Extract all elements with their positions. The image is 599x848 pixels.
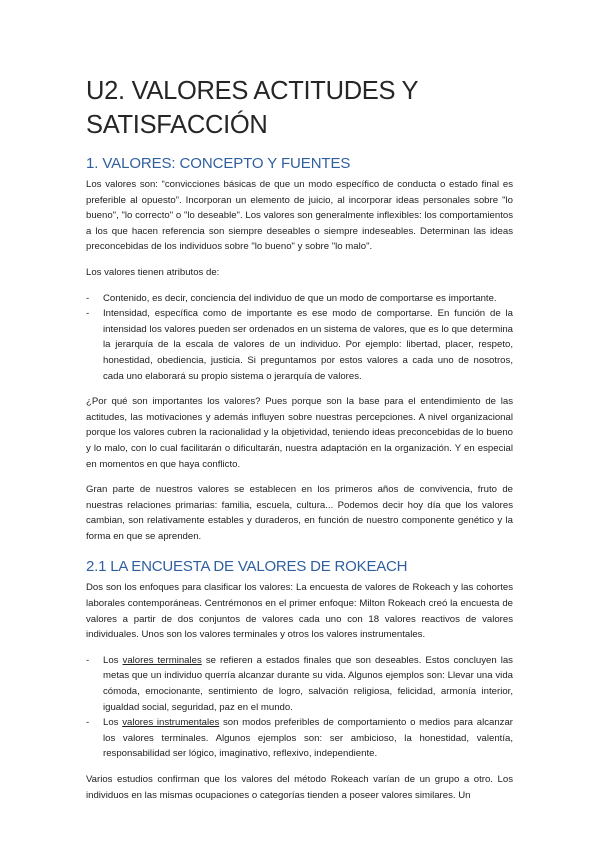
document-title: [86, 74, 513, 142]
term-valores-instrumentales: valores instrumentales: [122, 717, 220, 729]
tipos-valores-list: [86, 653, 513, 762]
list-item-prefix: Los: [103, 717, 123, 729]
dash-bullet: -: [86, 717, 90, 729]
list-item-text: Contenido, es decir, conciencia del individuo de que un modo de comportarse es importante.: [103, 292, 497, 304]
paragraph-origen: Gran parte de nuestros valores se establecen en los primeros años de convivencia, fruto de nuestras relaciones primarias: familia, escuela, cultura... Podemos decir hoy día que los valores cambian, son relativamente estables y duraderos, en función de nuestro componente genético y la forma en que se aprenden.: [86, 484, 513, 542]
list-item-text: Intensidad, específica como de importante es ese modo de comportarse. En función de la intensidad los valores pueden ser ordenados en un sistema de valores, que es lo que determina la jerarquía de la escala de valores de un individuo. Por ejemplo: libertad, placer, respeto, honestidad, obediencia, justicia. Si preguntamos por estos valores a cada uno de nosotros, cada uno elaborará su propio sistema o jerarquía de valores.: [103, 308, 513, 382]
title-line-1: U2. VALORES ACTITUDES Y: [86, 77, 419, 105]
list-item-prefix: Los: [103, 654, 123, 666]
section-heading-valores: 1. VALORES: CONCEPTO Y FUENTES: [86, 155, 351, 172]
dash-bullet: -: [86, 308, 90, 320]
list-item: [86, 306, 513, 384]
list-item: [86, 653, 513, 715]
dash-bullet: -: [86, 292, 90, 304]
list-item: [86, 715, 513, 762]
atributos-list: [86, 291, 513, 385]
paragraph-estudios: Varios estudios confirman que los valores del método Rokeach varían de un grupo a otro. Los individuos en las mismas ocupaciones o categorías tienden a poseer valores similares. Un: [86, 774, 513, 801]
title-line-2: SATISFACCIÓN: [86, 111, 268, 139]
paragraph-atributos-intro: Los valores tienen atributos de:: [86, 266, 220, 278]
paragraph-definicion: Los valores son: “convicciones básicas de que un modo específico de conducta o estado final es preferible al opuesto”. Incorporan un elemento de juicio, al incorporar ideas personales sobre "lo bueno", "lo correcto" o "lo deseable". Los valores son generalmente inflexibles: los comportamientos a los que hacen referencia son siempre deseables o siempre indeseables. Determinan las ideas preconcebidas de los individuos sobre "lo bueno" y sobre "lo malo".: [86, 179, 513, 253]
term-valores-terminales: valores terminales: [122, 654, 202, 666]
paragraph-enfoques: Dos son los enfoques para clasificar los valores: La encuesta de valores de Rokeach y las cohortes laborales contemporáneas. Centrémonos en el primer enfoque: Milton Rokeach creó la encuesta de valores a partir de dos conjuntos de valores cada uno con 18 valores reactivos de valores individuales. Unos son los valores terminales y otros los valores instrumentales.: [86, 582, 513, 641]
paragraph-importancia: ¿Por qué son importantes los valores? Pues porque son la base para el entendimiento de las actitudes, las motivaciones y además influyen sobre nuestras percepciones. A nivel organizacional porque los valores cubren la racionalidad y la objetividad, teniendo ideas preconcebidas de lo bueno y lo malo, con lo cual facilitarán o dificultarán, nuestra adaptación en la organización. Y en especial en momentos en que haya conflicto.: [86, 396, 513, 470]
list-item-text: son modos preferibles de comportamiento o medios para alcanzar los valores terminales. Algunos ejemplos son: ser ambicioso, la honestidad, valentía, responsabilidad ser lógico, imaginativo, reflexivo, independiente.: [103, 717, 514, 760]
dash-bullet: -: [86, 654, 90, 666]
section-heading-rokeach: 2.1 LA ENCUESTA DE VALORES DE ROKEACH: [86, 558, 408, 576]
list-item: [86, 291, 513, 307]
list-item-text: se refieren a estados finales que son deseables. Estos concluyen las metas que un individuo querría alcanzar durante su vida. Algunos ejemplos son: Llevar una vida cómoda, emocionante, sentimiento de logro, salvación religiosa, felicidad, armonía interior, igualdad social, seguridad, paz en el mundo.: [103, 654, 513, 713]
